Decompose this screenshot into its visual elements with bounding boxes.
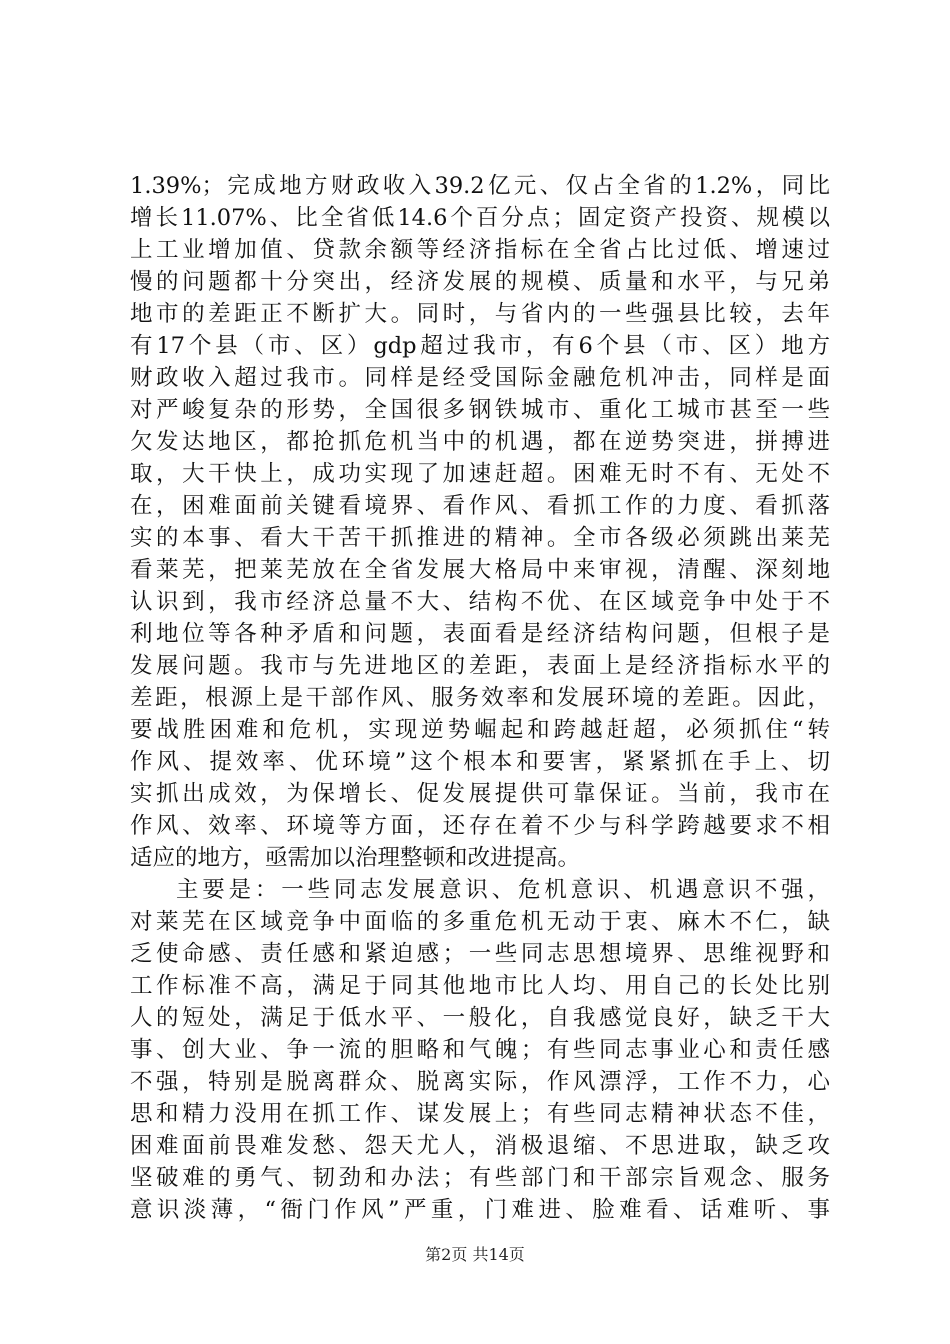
text-line: 人的短处，满足于低水平、一般化，自我感觉良好，缺乏干大 bbox=[130, 1005, 830, 1031]
document-body bbox=[130, 170, 830, 1226]
text-line: 差距，根源上是干部作风、服务效率和发展环境的差距。因此， bbox=[130, 685, 830, 711]
text-line: 作风、提效率、优环境”这个根本和要害，紧紧抓在手上、切 bbox=[130, 749, 830, 775]
text-line: 欠发达地区，都抢抓危机当中的机遇，都在逆势突进，拼搏进 bbox=[130, 429, 830, 455]
text-line: 实的本事、看大干苦干抓推进的精神。全市各级必须跳出莱芜 bbox=[130, 525, 830, 551]
text-line: 不强，特别是脱离群众、脱离实际，作风漂浮，工作不力，心 bbox=[130, 1069, 830, 1095]
paragraph-start-line: 主要是：一些同志发展意识、危机意识、机遇意识不强， bbox=[176, 877, 830, 903]
text-line: 增长11.07%、比全省低14.6个百分点；固定资产投资、规模以 bbox=[130, 205, 830, 231]
text-line: 慢的问题都十分突出，经济发展的规模、质量和水平，与兄弟 bbox=[130, 269, 830, 295]
text-line: 上工业增加值、贷款余额等经济指标在全省占比过低、增速过 bbox=[130, 237, 830, 263]
text-line: 困难面前畏难发愁、怨天尤人，消极退缩、不思进取，缺乏攻 bbox=[130, 1133, 830, 1159]
text-line: 财政收入超过我市。同样是经受国际金融危机冲击，同样是面 bbox=[130, 365, 830, 391]
text-line: 取，大干快上，成功实现了加速赶超。困难无时不有、无处不 bbox=[130, 461, 830, 487]
text-line: 1.39%；完成地方财政收入39.2亿元、仅占全省的1.2%，同比 bbox=[130, 173, 830, 199]
text-line: 意识淡薄，“衙门作风”严重，门难进、脸难看、话难听、事 bbox=[130, 1197, 830, 1223]
page-number-footer: 第2页 共14页 bbox=[425, 1245, 525, 1264]
text-line: 认识到，我市经济总量不大、结构不优、在区域竞争中处于不 bbox=[130, 589, 830, 615]
text-line: 对严峻复杂的形势，全国很多钢铁城市、重化工城市甚至一些 bbox=[130, 397, 830, 423]
text-line: 坚破难的勇气、韧劲和办法；有些部门和干部宗旨观念、服务 bbox=[130, 1165, 830, 1191]
text-line: 乏使命感、责任感和紧迫感；一些同志思想境界、思维视野和 bbox=[130, 941, 830, 967]
text-line: 有17个县（市、区）gdp超过我市，有6个县（市、区）地方 bbox=[130, 333, 830, 359]
text-line: 思和精力没用在抓工作、谋发展上；有些同志精神状态不佳， bbox=[130, 1101, 830, 1127]
text-line: 看莱芜，把莱芜放在全省发展大格局中来审视，清醒、深刻地 bbox=[130, 557, 830, 583]
text-line: 发展问题。我市与先进地区的差距，表面上是经济指标水平的 bbox=[130, 653, 830, 679]
text-line: 实抓出成效，为保增长、促发展提供可靠保证。当前，我市在 bbox=[130, 781, 830, 807]
text-line: 工作标准不高，满足于同其他地市比人均、用自己的长处比别 bbox=[130, 973, 830, 999]
text-line: 要战胜困难和危机，实现逆势崛起和跨越赶超，必须抓住“转 bbox=[130, 717, 830, 743]
text-line: 作风、效率、环境等方面，还存在着不少与科学跨越要求不相 bbox=[130, 813, 830, 839]
text-line: 地市的差距正不断扩大。同时，与省内的一些强县比较，去年 bbox=[130, 301, 830, 327]
text-line: 在，困难面前关键看境界、看作风、看抓工作的力度、看抓落 bbox=[130, 493, 830, 519]
text-line: 对莱芜在区域竞争中面临的多重危机无动于衷、麻木不仁，缺 bbox=[130, 909, 830, 935]
text-line: 适应的地方，亟需加以治理整顿和改进提高。 bbox=[130, 845, 581, 871]
text-line: 利地位等各种矛盾和问题，表面看是经济结构问题，但根子是 bbox=[130, 621, 830, 647]
text-line: 事、创大业、争一流的胆略和气魄；有些同志事业心和责任感 bbox=[130, 1037, 830, 1063]
